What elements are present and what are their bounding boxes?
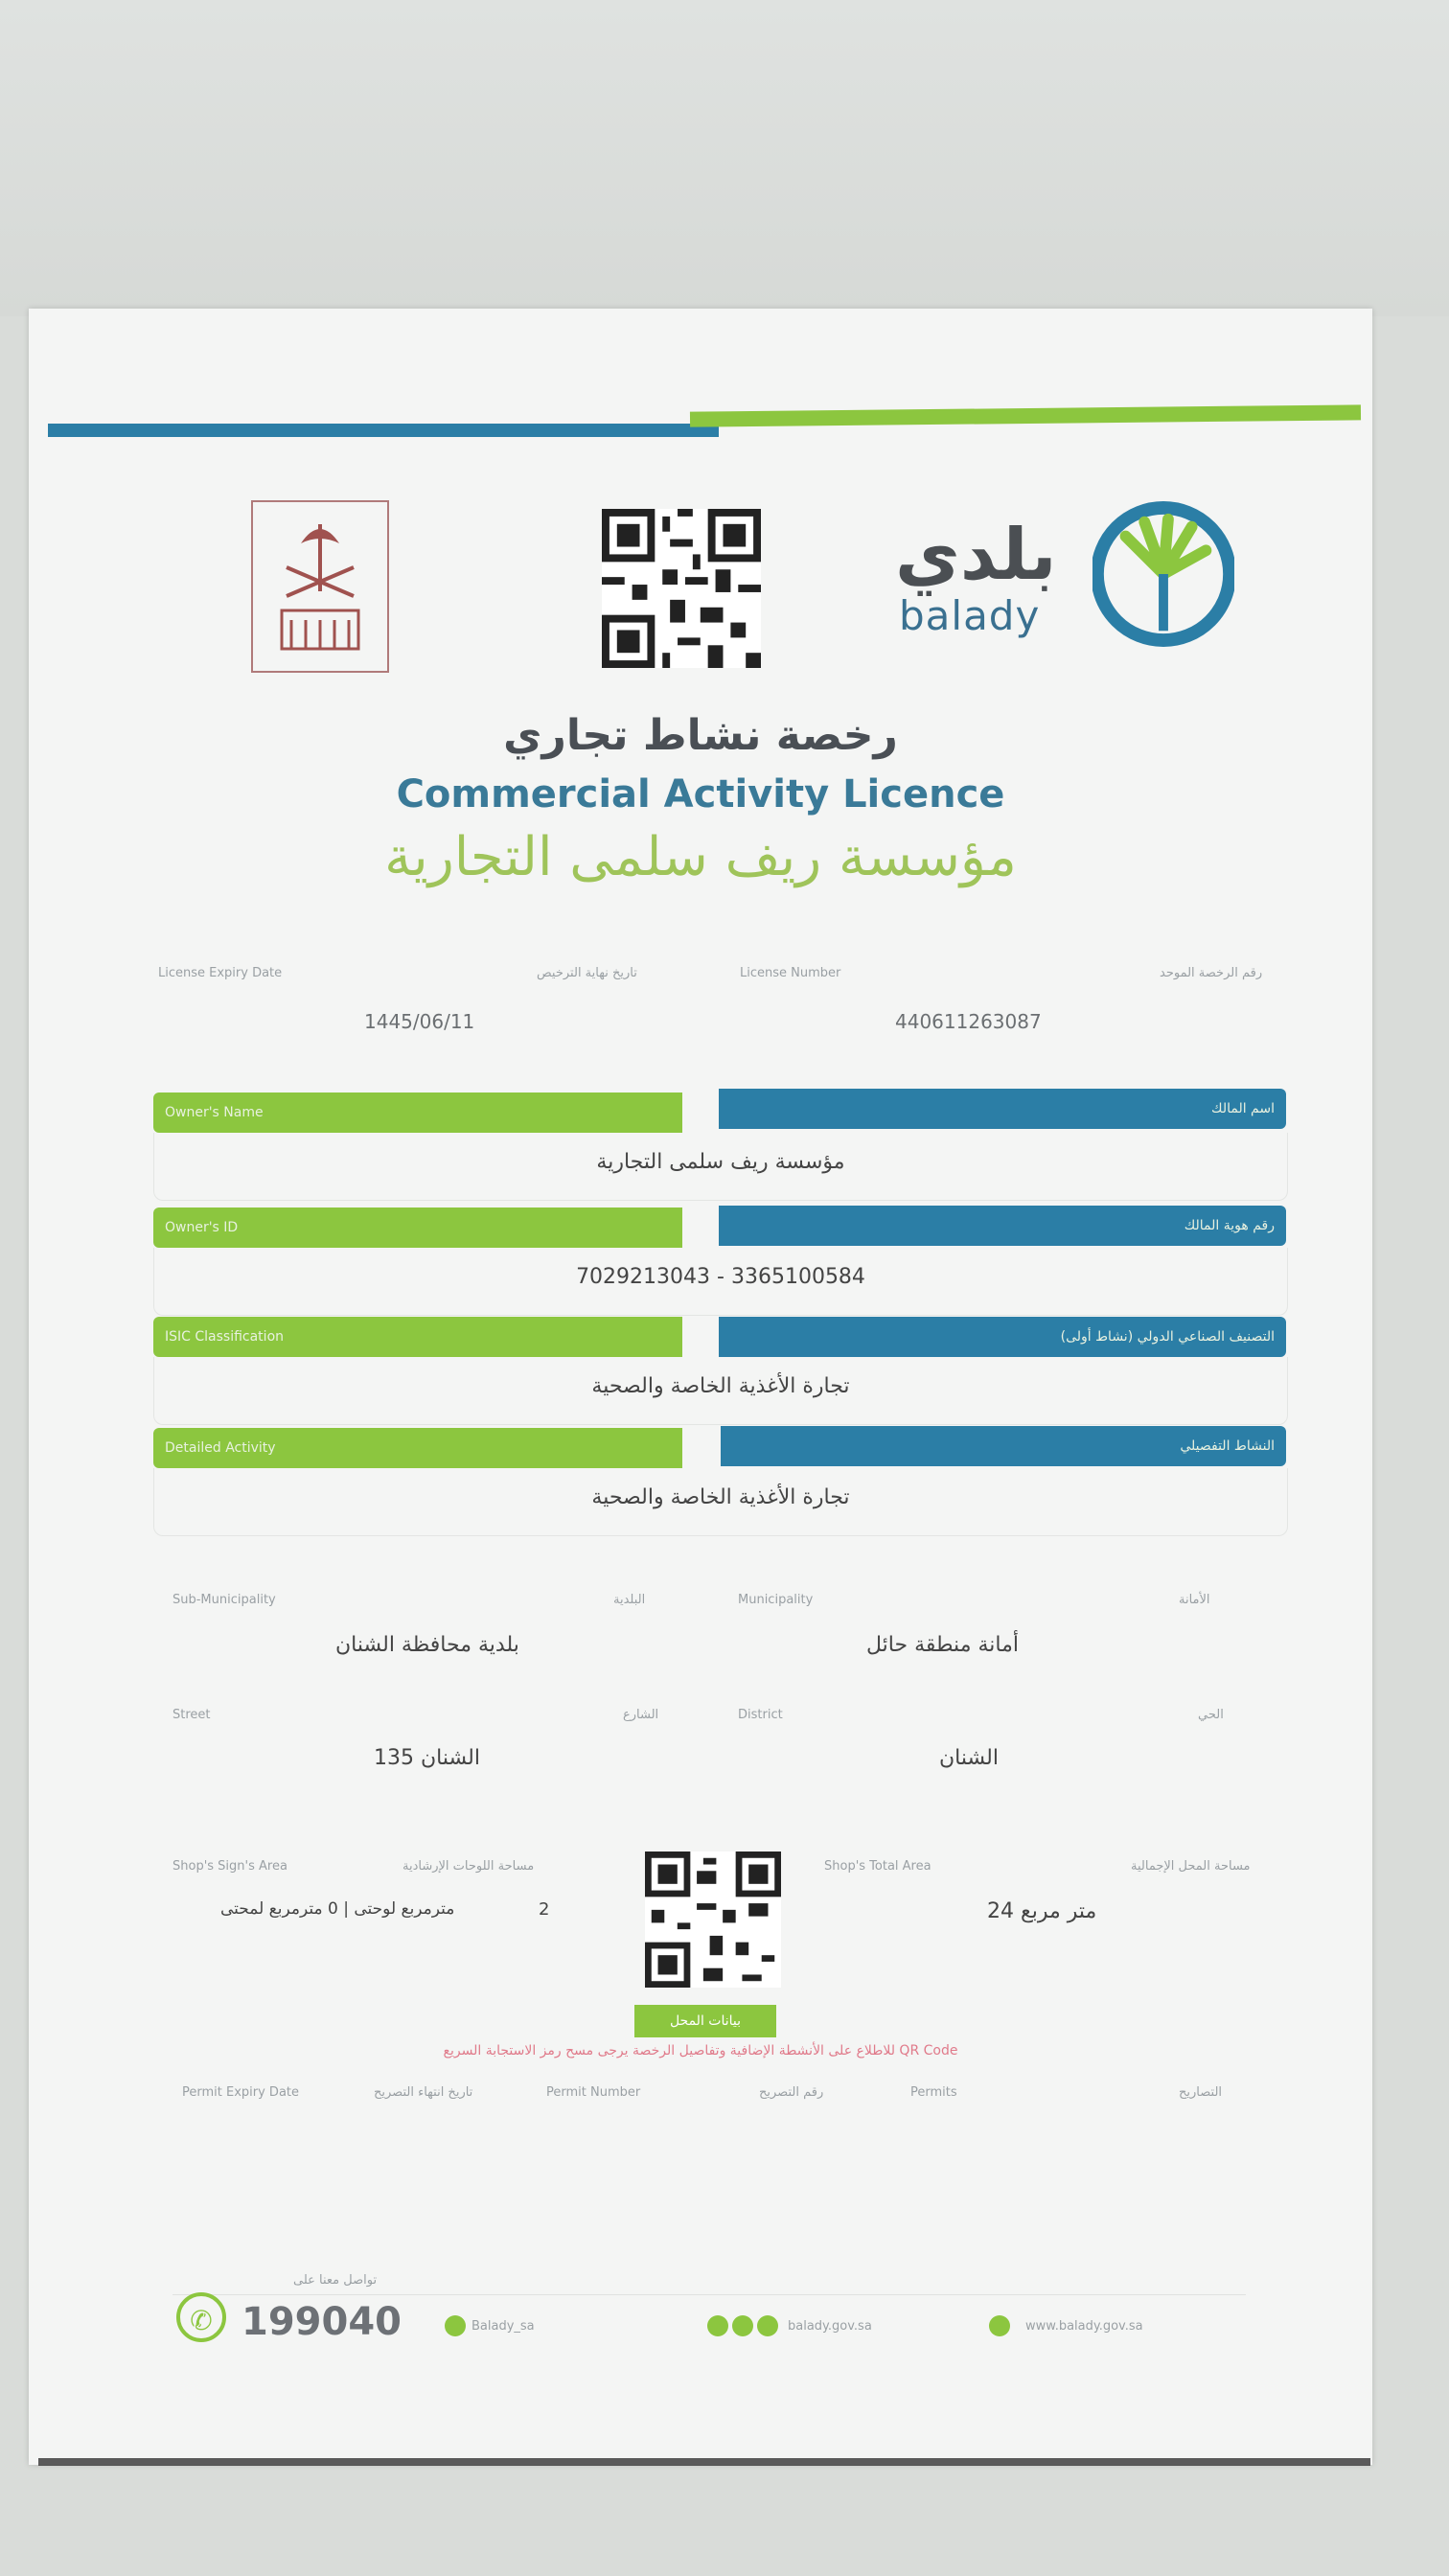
social-icon <box>757 2315 778 2336</box>
activity-value: تجارة الأغذية الخاصة والصحية <box>591 1485 850 1509</box>
owner-id-row <box>153 1248 1288 1316</box>
total-area-value: 24 متر مربع <box>987 1899 1097 1923</box>
document-bottom-edge <box>38 2458 1370 2466</box>
street-label-ar: الشارع <box>623 1708 659 1722</box>
municipality-value: أمانة منطقة حائل <box>866 1633 1019 1657</box>
establishment-name: مؤسسة ريف سلمى التجارية <box>384 826 1017 888</box>
signs-area-value: 2 <box>539 1899 550 1920</box>
permit-number-label-ar: رقم التصريح <box>759 2085 824 2100</box>
owner-name-value: مؤسسة ريف سلمى التجارية <box>596 1150 845 1174</box>
balady-palm-logo-icon <box>1092 498 1234 650</box>
header-stripe-green <box>690 404 1361 426</box>
signs-area-label-ar: مساحة اللوحات الإرشادية <box>402 1859 535 1874</box>
title-arabic: رخصة نشاط تجاري <box>503 711 898 760</box>
municipality-label-en: Municipality <box>738 1593 814 1607</box>
qr-code-icon <box>644 1852 782 1988</box>
phone-number[interactable]: 199040 <box>242 2300 402 2344</box>
balady-logo-arabic: بلدي <box>895 514 1057 596</box>
sub-municipality-value: بلدية محافظة الشنان <box>335 1633 519 1657</box>
municipality-label-ar: الأمانة <box>1179 1593 1210 1607</box>
number-label-ar: رقم الرخصة الموحد <box>1160 966 1263 980</box>
isic-value: تجارة الأغذية الخاصة والصحية <box>591 1374 850 1398</box>
sub-municipality-label-ar: البلدية <box>613 1593 646 1607</box>
isic-label-en: ISIC Classification <box>153 1317 682 1357</box>
number-label-en: License Number <box>740 966 841 980</box>
expiry-label-ar: تاريخ نهاية الترخيص <box>537 966 637 980</box>
district-value: الشنان <box>939 1746 999 1770</box>
expiry-value: 1445/06/11 <box>364 1010 475 1033</box>
wall-background <box>0 0 1449 316</box>
owner-id-label-en: Owner's ID <box>153 1208 682 1248</box>
owner-name-label-ar: اسم المالك <box>719 1089 1286 1129</box>
globe-icon <box>989 2315 1010 2336</box>
social-icon <box>732 2315 753 2336</box>
isic-row <box>153 1357 1288 1425</box>
activity-label-en: Detailed Activity <box>153 1428 682 1468</box>
permits-label-ar: التصاريح <box>1179 2085 1223 2100</box>
qr-code-icon <box>602 500 761 677</box>
permit-expiry-label-ar: تاريخ انتهاء التصريح <box>374 2085 473 2100</box>
qr-note: للاطلاع على الأنشطة الإضافية وتفاصيل الرخصة يرجى مسح رمز الاستجابة السريع QR Code <box>443 2043 958 2058</box>
district-label-en: District <box>738 1708 783 1722</box>
balady-logo-english: balady <box>899 592 1041 639</box>
saudi-emblem-icon <box>251 500 389 673</box>
social-handle[interactable]: balady.gov.sa <box>788 2319 872 2334</box>
owner-id-value: 7029213043 - 3365100584 <box>576 1265 865 1289</box>
activity-row <box>153 1468 1288 1536</box>
phone-icon: ✆ <box>176 2292 226 2342</box>
owner-id-label-ar: رقم هوية المالك <box>719 1206 1286 1246</box>
licence-document <box>29 309 1372 2465</box>
signs-area-label-en: Shop's Sign's Area <box>172 1859 288 1874</box>
twitter-handle[interactable]: Balady_sa <box>472 2319 535 2334</box>
total-area-label-ar: مساحة المحل الإجمالية <box>1131 1859 1251 1874</box>
street-value: الشنان 135 <box>374 1746 480 1770</box>
permit-expiry-label-en: Permit Expiry Date <box>182 2085 300 2100</box>
social-icon <box>707 2315 728 2336</box>
permits-label-en: Permits <box>910 2085 957 2100</box>
street-label-en: Street <box>172 1708 211 1722</box>
sub-municipality-label-en: Sub-Municipality <box>172 1593 276 1607</box>
twitter-icon <box>445 2315 466 2336</box>
signs-area-detail: مترمربع لوحتى | 0 مترمربع لمحتى <box>220 1899 455 1919</box>
shop-data-tag: بيانات المحل <box>634 2005 776 2037</box>
licence-number-value: 440611263087 <box>895 1010 1042 1033</box>
total-area-label-en: Shop's Total Area <box>824 1859 932 1874</box>
phone-caption: تواصل معنا على <box>293 2273 378 2288</box>
isic-label-ar: التصنيف الصناعي الدولي (نشاط أولى) <box>719 1317 1286 1357</box>
district-label-ar: الحي <box>1198 1708 1224 1722</box>
owner-name-label-en: Owner's Name <box>153 1092 682 1133</box>
header-stripe-blue <box>48 424 719 437</box>
permit-number-label-en: Permit Number <box>546 2085 641 2100</box>
website-link[interactable]: www.balady.gov.sa <box>1025 2319 1143 2334</box>
title-english: Commercial Activity Licence <box>396 772 1005 816</box>
owner-name-row <box>153 1133 1288 1201</box>
activity-label-ar: النشاط التفصيلي <box>721 1426 1286 1466</box>
expiry-label-en: License Expiry Date <box>158 966 283 980</box>
